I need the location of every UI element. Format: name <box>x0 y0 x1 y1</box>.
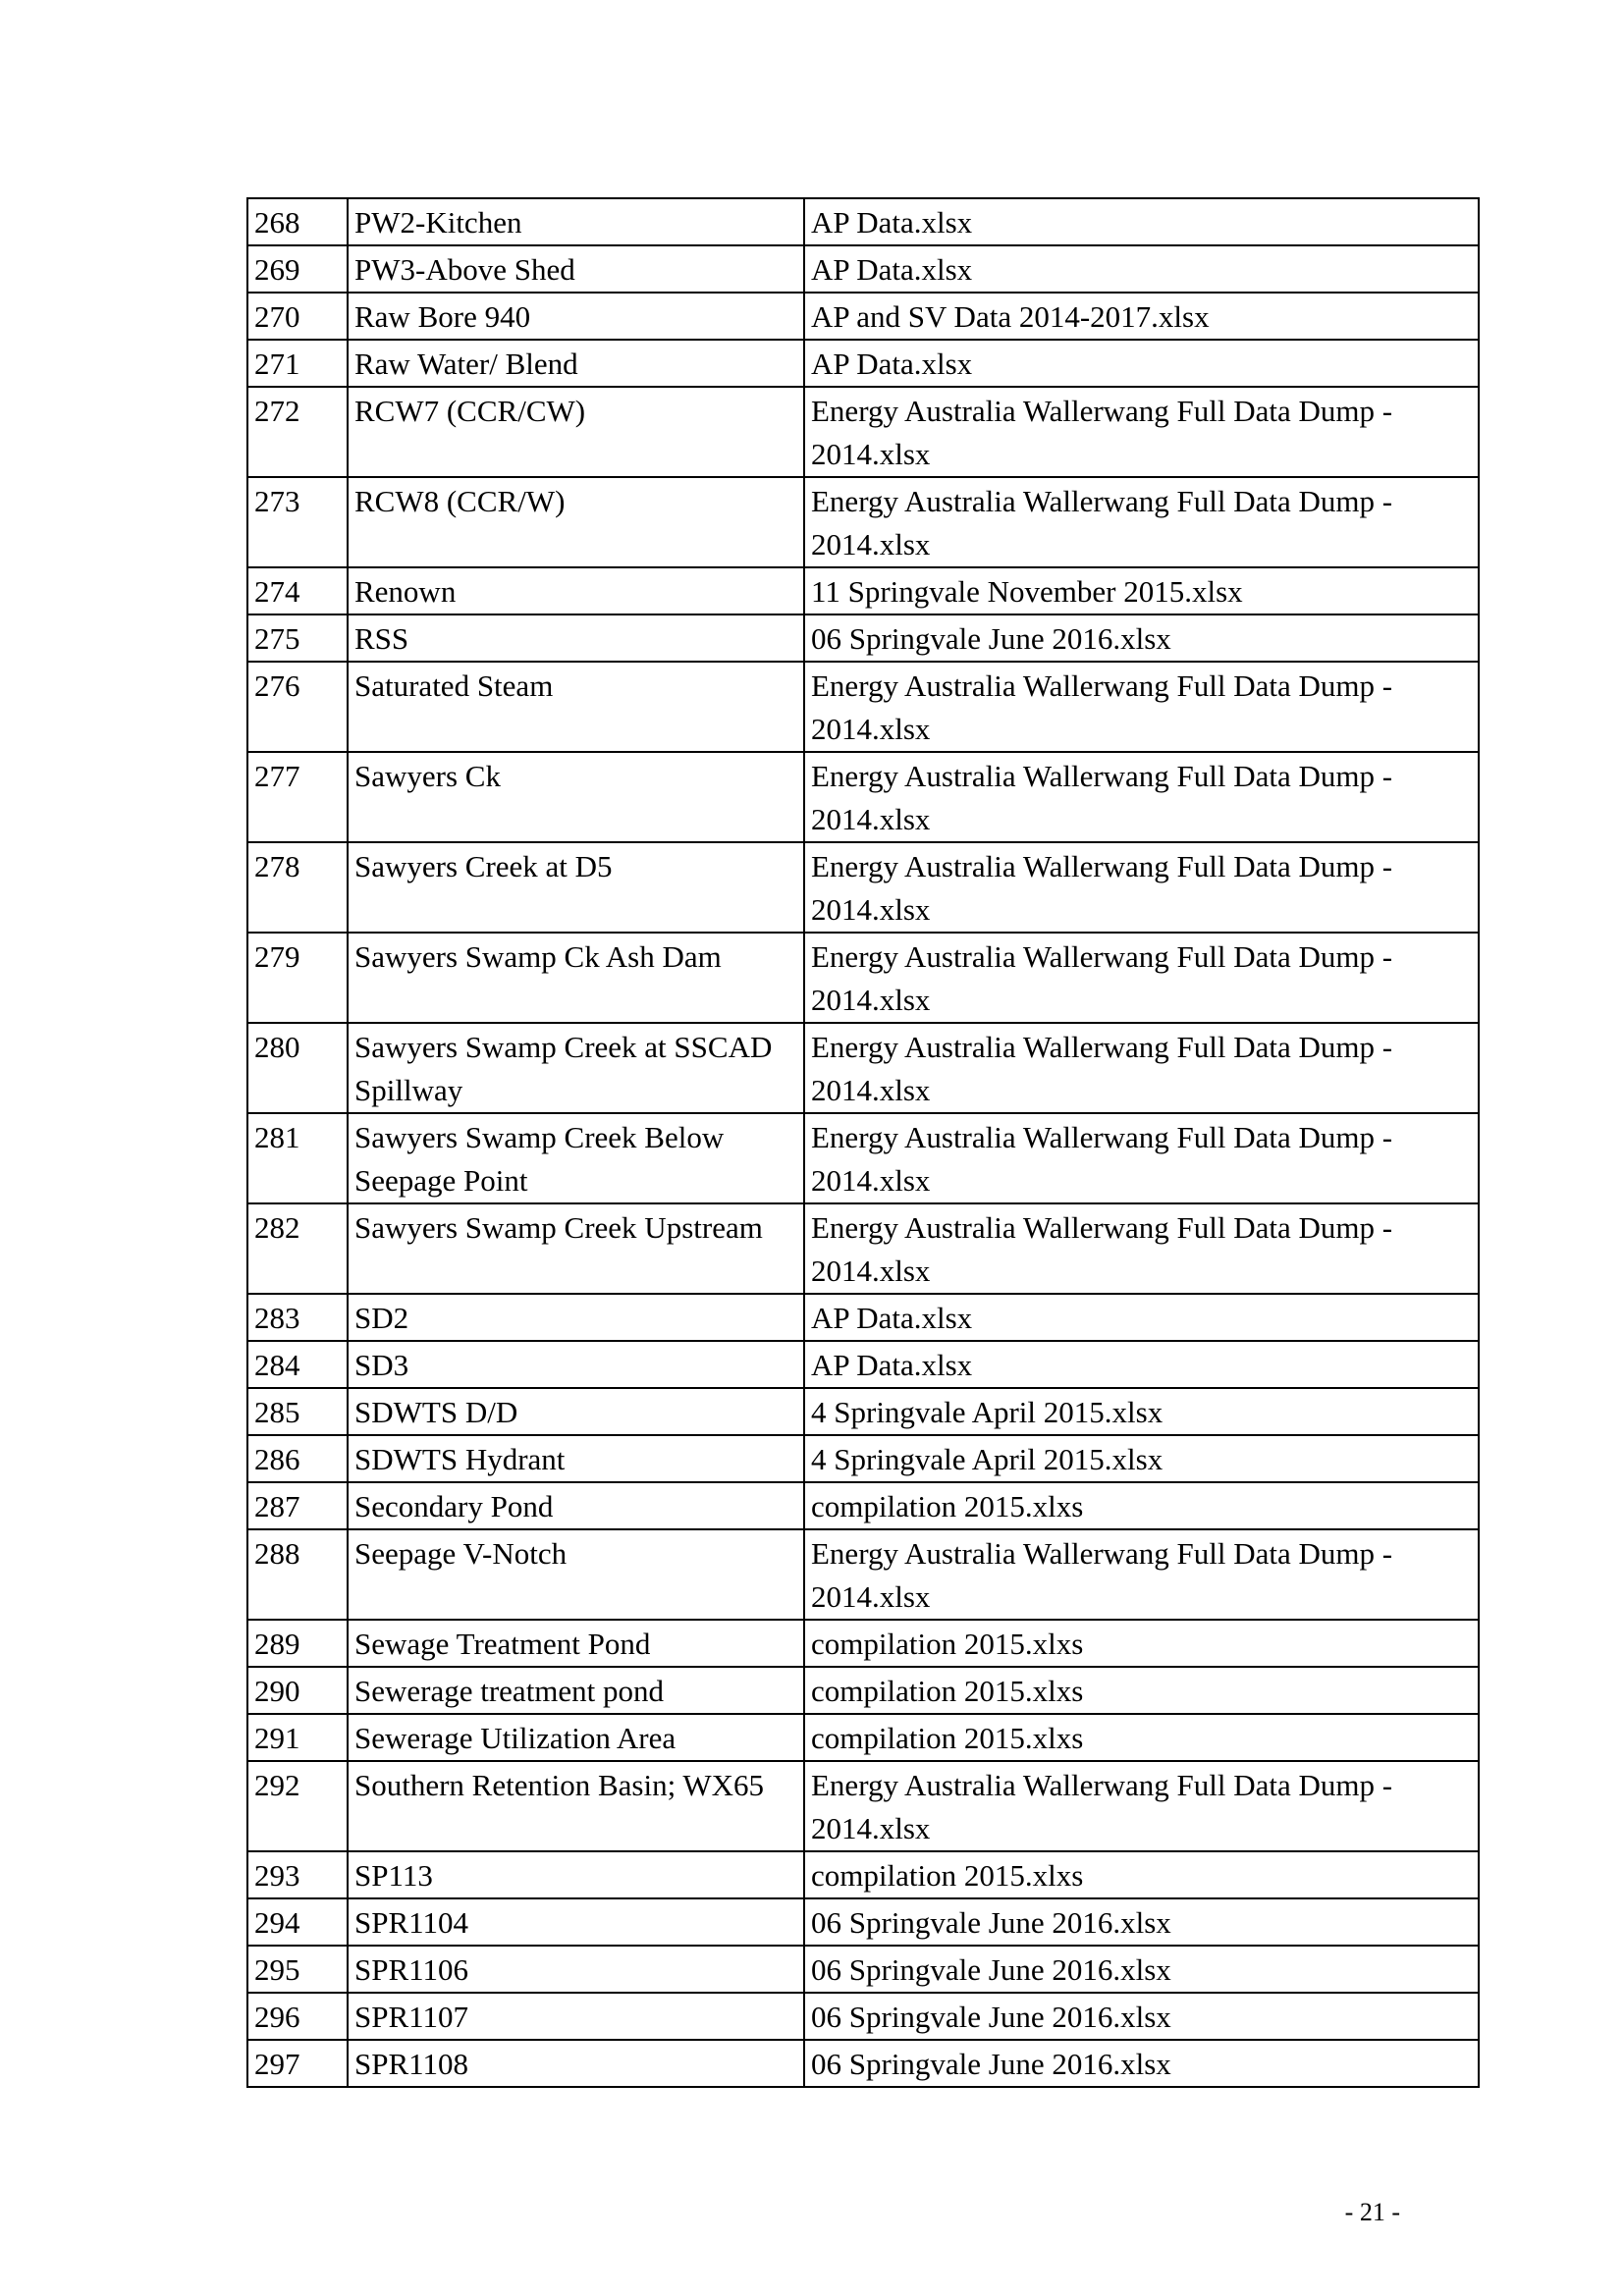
site-name: SPR1108 <box>348 2040 804 2087</box>
row-number: 268 <box>247 198 348 245</box>
source-file: Energy Australia Wallerwang Full Data Dump - 2014.xlsx <box>804 662 1479 752</box>
row-number: 273 <box>247 477 348 567</box>
row-number: 279 <box>247 933 348 1023</box>
site-name: Secondary Pond <box>348 1482 804 1529</box>
table-row <box>247 1620 1479 1667</box>
row-number: 297 <box>247 2040 348 2087</box>
site-name: PW2-Kitchen <box>348 198 804 245</box>
source-file: 06 Springvale June 2016.xlsx <box>804 1898 1479 1946</box>
table-row <box>247 662 1479 752</box>
site-name: SDWTS D/D <box>348 1388 804 1435</box>
row-number: 291 <box>247 1714 348 1761</box>
site-name: SD3 <box>348 1341 804 1388</box>
table-row <box>247 1113 1479 1203</box>
source-file: Energy Australia Wallerwang Full Data Dump - 2014.xlsx <box>804 1529 1479 1620</box>
source-file: Energy Australia Wallerwang Full Data Dump - 2014.xlsx <box>804 752 1479 842</box>
table-row <box>247 340 1479 387</box>
row-number: 290 <box>247 1667 348 1714</box>
row-number: 285 <box>247 1388 348 1435</box>
table-row <box>247 1898 1479 1946</box>
table-row <box>247 567 1479 614</box>
site-name: Saturated Steam <box>348 662 804 752</box>
site-name: SPR1104 <box>348 1898 804 1946</box>
row-number: 295 <box>247 1946 348 1993</box>
source-file: Energy Australia Wallerwang Full Data Dump - 2014.xlsx <box>804 1023 1479 1113</box>
row-number: 282 <box>247 1203 348 1294</box>
site-name: RSS <box>348 614 804 662</box>
table-row <box>247 933 1479 1023</box>
row-number: 287 <box>247 1482 348 1529</box>
row-number: 288 <box>247 1529 348 1620</box>
table-row <box>247 1529 1479 1620</box>
site-name: Sawyers Ck <box>348 752 804 842</box>
table-body <box>247 198 1479 2087</box>
source-file: AP Data.xlsx <box>804 1294 1479 1341</box>
source-file: 06 Springvale June 2016.xlsx <box>804 614 1479 662</box>
source-file: AP Data.xlsx <box>804 245 1479 293</box>
table-row <box>247 614 1479 662</box>
source-file: compilation 2015.xlxs <box>804 1667 1479 1714</box>
table-row <box>247 198 1479 245</box>
site-name: Renown <box>348 567 804 614</box>
source-file: 11 Springvale November 2015.xlsx <box>804 567 1479 614</box>
table-row <box>247 1993 1479 2040</box>
site-name: Sewerage treatment pond <box>348 1667 804 1714</box>
row-number: 274 <box>247 567 348 614</box>
row-number: 277 <box>247 752 348 842</box>
site-name: Raw Bore 940 <box>348 293 804 340</box>
site-name: Sawyers Swamp Ck Ash Dam <box>348 933 804 1023</box>
source-file: 4 Springvale April 2015.xlsx <box>804 1435 1479 1482</box>
row-number: 284 <box>247 1341 348 1388</box>
site-name: Sewerage Utilization Area <box>348 1714 804 1761</box>
source-file: compilation 2015.xlxs <box>804 1620 1479 1667</box>
table-row <box>247 1761 1479 1851</box>
site-name: RCW7 (CCR/CW) <box>348 387 804 477</box>
table-row <box>247 245 1479 293</box>
source-file: compilation 2015.xlxs <box>804 1482 1479 1529</box>
source-file: AP Data.xlsx <box>804 340 1479 387</box>
row-number: 275 <box>247 614 348 662</box>
source-file: Energy Australia Wallerwang Full Data Dump - 2014.xlsx <box>804 842 1479 933</box>
source-file: 06 Springvale June 2016.xlsx <box>804 2040 1479 2087</box>
row-number: 269 <box>247 245 348 293</box>
source-file: Energy Australia Wallerwang Full Data Dump - 2014.xlsx <box>804 1761 1479 1851</box>
table-row <box>247 1294 1479 1341</box>
data-table <box>246 197 1480 2088</box>
row-number: 281 <box>247 1113 348 1203</box>
source-file: Energy Australia Wallerwang Full Data Dump - 2014.xlsx <box>804 933 1479 1023</box>
source-file: 06 Springvale June 2016.xlsx <box>804 1946 1479 1993</box>
source-file: 06 Springvale June 2016.xlsx <box>804 1993 1479 2040</box>
source-file: compilation 2015.xlxs <box>804 1714 1479 1761</box>
site-name: Sawyers Swamp Creek Upstream <box>348 1203 804 1294</box>
row-number: 294 <box>247 1898 348 1946</box>
site-name: SD2 <box>348 1294 804 1341</box>
row-number: 296 <box>247 1993 348 2040</box>
table-row <box>247 1714 1479 1761</box>
table-row <box>247 1435 1479 1482</box>
site-name: SPR1107 <box>348 1993 804 2040</box>
table-row <box>247 1341 1479 1388</box>
table-row <box>247 752 1479 842</box>
site-name: SDWTS Hydrant <box>348 1435 804 1482</box>
table-row <box>247 2040 1479 2087</box>
row-number: 280 <box>247 1023 348 1113</box>
table-row <box>247 387 1479 477</box>
table-row <box>247 1946 1479 1993</box>
site-name: RCW8 (CCR/W) <box>348 477 804 567</box>
site-name: Raw Water/ Blend <box>348 340 804 387</box>
row-number: 276 <box>247 662 348 752</box>
site-name: Sawyers Creek at D5 <box>348 842 804 933</box>
row-number: 271 <box>247 340 348 387</box>
site-name: Seepage V-Notch <box>348 1529 804 1620</box>
row-number: 286 <box>247 1435 348 1482</box>
source-file: AP Data.xlsx <box>804 198 1479 245</box>
row-number: 270 <box>247 293 348 340</box>
row-number: 278 <box>247 842 348 933</box>
table-row <box>247 1023 1479 1113</box>
source-file: Energy Australia Wallerwang Full Data Dump - 2014.xlsx <box>804 1113 1479 1203</box>
table-row <box>247 1203 1479 1294</box>
table-row <box>247 842 1479 933</box>
table-row <box>247 1851 1479 1898</box>
page-number: - 21 - <box>1344 2198 1400 2226</box>
table-row <box>247 1482 1479 1529</box>
site-name: Sawyers Swamp Creek Below Seepage Point <box>348 1113 804 1203</box>
row-number: 293 <box>247 1851 348 1898</box>
table-row <box>247 1388 1479 1435</box>
site-name: Southern Retention Basin; WX65 <box>348 1761 804 1851</box>
site-name: PW3-Above Shed <box>348 245 804 293</box>
source-file: Energy Australia Wallerwang Full Data Dump - 2014.xlsx <box>804 387 1479 477</box>
source-file: compilation 2015.xlxs <box>804 1851 1479 1898</box>
row-number: 272 <box>247 387 348 477</box>
row-number: 283 <box>247 1294 348 1341</box>
table-row <box>247 293 1479 340</box>
site-name: SPR1106 <box>348 1946 804 1993</box>
site-name: Sewage Treatment Pond <box>348 1620 804 1667</box>
row-number: 292 <box>247 1761 348 1851</box>
source-file: AP Data.xlsx <box>804 1341 1479 1388</box>
source-file: Energy Australia Wallerwang Full Data Dump - 2014.xlsx <box>804 477 1479 567</box>
table-row <box>247 477 1479 567</box>
row-number: 289 <box>247 1620 348 1667</box>
table-row <box>247 1667 1479 1714</box>
source-file: AP and SV Data 2014-2017.xlsx <box>804 293 1479 340</box>
source-file: Energy Australia Wallerwang Full Data Dump - 2014.xlsx <box>804 1203 1479 1294</box>
site-name: Sawyers Swamp Creek at SSCAD Spillway <box>348 1023 804 1113</box>
source-file: 4 Springvale April 2015.xlsx <box>804 1388 1479 1435</box>
site-name: SP113 <box>348 1851 804 1898</box>
